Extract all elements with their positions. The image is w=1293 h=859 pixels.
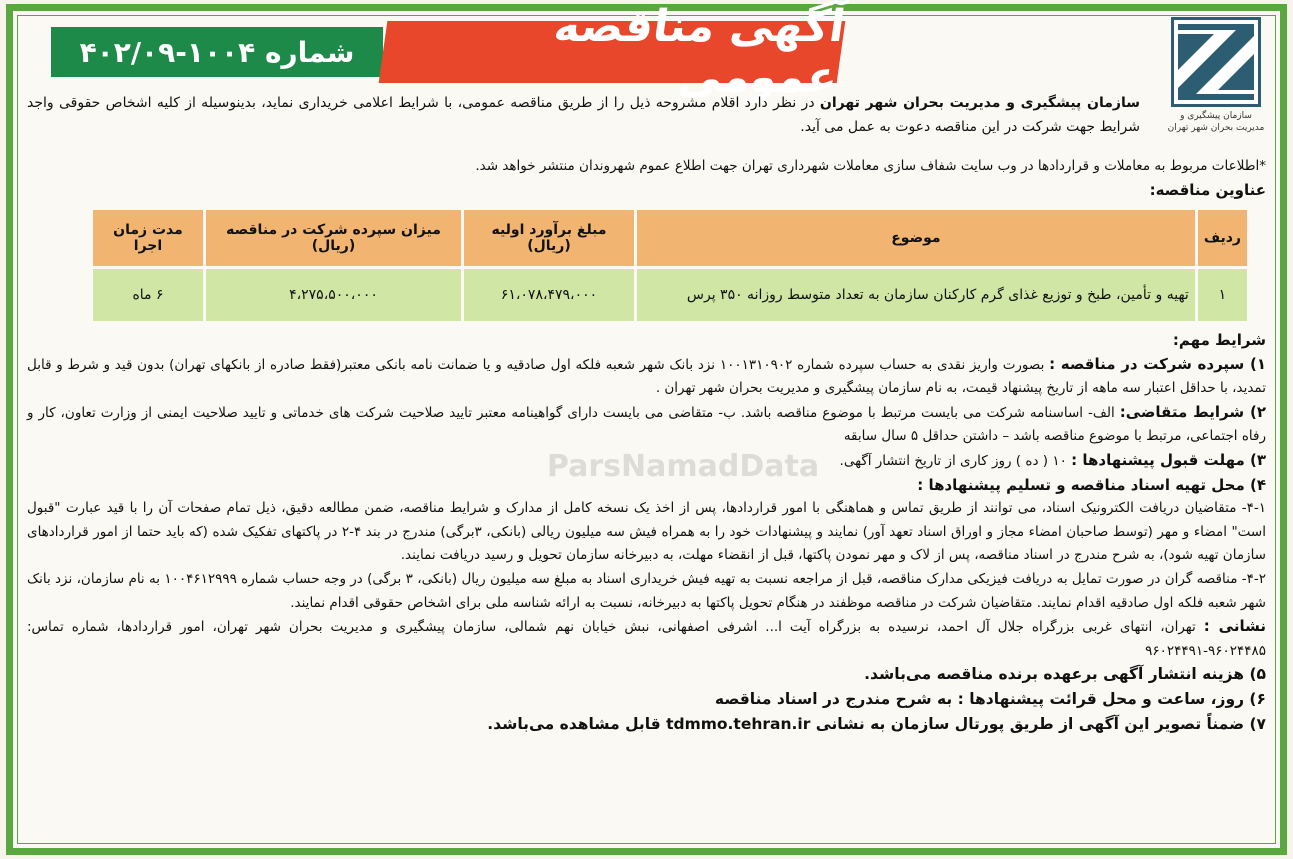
condition-4-2: ۴-۲- مناقصه گران در صورت تمایل به دریافت فیزیکی مدارک مناقصه، قبل از مراجعه نسبت به تهیه فیش خریداری اسناد به مبلغ سه میلیون ریال (بانکی، ۳ برگی) در وجه حساب شماره ۱۰۰۴۶۱۲۹۹۹ به نام سازمان، نزد بانک شهر شعبه فلکه اول صادقیه اقدام نمایند. متقاضیان شرکت در مناقصه موظفند در هنگام تحویل پاکتها به دبیرخانه، نسبت به ارائه شناسه ملی برای اشخاص حقوقی اقدام نمایند.	[27, 570, 1266, 611]
condition-4-1: ۴-۱- متقاضیان دریافت الکترونیک اسناد، می توانند از طریق تماس و هماهنگی با امور قراردادها، پس از اخذ یک نسخه کامل از مدارک و شرایط مناقصه، ضمن مطالعه دقیق، ذیل تمام صفحات آن را با قید عبارت "قبول است" امضاء و مهر (توسط صاحبان امضاء مجاز و اوراق اسناد تعهد آور) نمایند و پیشنهادات خود را به همراه فیش سه میلیون ریالی (بانکی، ۳برگی) مندرج در بند ۴-۲ در پاکتهای تفکیک شده (که باید حتما از امور قراردادهای سازمان تهیه شود)، به شرح مندرج در اسناد مناقصه، پس از لاک و مهر نمودن پاکتها، قبل از انقضاء مهلت، به دبیرخانه سازمان تحویل و رسید دریافت نمایند.	[27, 500, 1266, 564]
condition-3-head: ۳) مهلت قبول پیشنهادها :	[1071, 450, 1266, 469]
condition-2	[27, 401, 1266, 449]
condition-2-text: الف- اساسنامه شرکت می بایست مرتبط با موضوع مناقصه باشد. ب- متقاضی می بایست دارای گواهینامه معتبر تایید صلاحیت شرکت های خدماتی و تایید صلاحیت ایمنی از وزارت تعاون، کار و رفاه اجتماعی، مرتبط با موضوع مناقصه باشد – داشتن حداقل ۵ سال سابقه	[27, 404, 1266, 445]
col-estimate: مبلغ برآورد اولیه (ریال)	[464, 210, 634, 266]
condition-4-head: ۴) محل تهیه اسناد مناقصه و تسلیم پیشنهادها :	[917, 475, 1266, 494]
address-text: تهران، انتهای غربی بزرگراه جلال آل احمد، نرسیده به بزرگراه آیت ا... اشرفی اصفهانی، نبش خیابان نهم شمالی، سازمان پیشگیری و مدیریت بحران شهر تهران، امور قراردادها، شماره تماس: ۹۶۰۲۴۴۸۵-۹۶۰۲۴۴۹۱	[27, 619, 1266, 659]
table-row	[93, 269, 1247, 321]
title-banner	[51, 1, 849, 103]
condition-7	[27, 713, 1266, 738]
condition-3	[27, 449, 1266, 474]
org-logo	[1164, 17, 1268, 143]
transparency-note: *اطلاعات مربوط به معاملات و قراردادها در وب سایت شفاف سازی معاملات شهرداری تهران جهت اطلاع عموم شهروندان منتشر خواهد شد.	[475, 158, 1266, 174]
condition-1	[27, 353, 1266, 401]
intro-text: در نظر دارد اقلام مشروحه ذیل را از طریق مناقصه عمومی، با شرایط اعلامی خریداری نماید، بدینوسیله از کلیه اشخاص حقوقی واجد شرایط جهت شرکت در این مناقصه دعوت به عمل می آید.	[27, 95, 1140, 135]
banner-title: آگهی مناقصه عمومی	[379, 21, 846, 83]
watermark: ParsNamadData	[546, 449, 820, 484]
cell-subject: تهیه و تأمین، طبخ و توزیع غذای گرم کارکنان سازمان به تعداد متوسط روزانه ۳۵۰ پرس	[637, 269, 1195, 321]
condition-1-head: ۱) سپرده شرکت در مناقصه :	[1049, 354, 1266, 373]
condition-3-text: ۱۰ ( ده ) روز کاری از تاریخ انتشار آگهی.	[839, 452, 1072, 469]
condition-1-text: بصورت واریز نقدی به حساب سپرده شماره ۱۰۰۱۳۱۰۹۰۲ نزد بانک شهر شعبه فلکه اول صادقیه و یا ضمانت نامه بانکی معتبر(فقط صادره از بانکهای تهران) بدون قید و شرط و قابل تمدید، با حداقل اعتبار سه ماهه از تاریخ پیشنهاد قیمت، به نام سازمان پیشگیری و مدیریت بحران شهر تهران .	[27, 356, 1266, 397]
cell-row-number: ۱	[1198, 269, 1247, 321]
logo-caption	[1164, 110, 1268, 134]
banner-number: شماره ۱۰۰۴-۴۰۲/۰۹	[51, 27, 383, 77]
logo-caption-line1: سازمان پیشگیری و	[1180, 111, 1252, 121]
section-title: عناوین مناقصه:	[1149, 181, 1266, 199]
col-duration: مدت زمان اجرا	[93, 210, 203, 266]
page-frame	[6, 1, 1287, 855]
conditions-title: شرایط مهم:	[1172, 331, 1266, 349]
intro-org: سازمان پیشگیری و مدیریت بحران شهر تهران	[819, 95, 1141, 111]
col-subject: موضوع	[637, 210, 1195, 266]
condition-6-text: ۶) روز، ساعت و محل قرائت پیشنهادها : به شرح مندرج در اسناد مناقصه	[714, 689, 1266, 708]
cell-deposit: ۴،۲۷۵،۵۰۰،۰۰۰	[206, 269, 461, 321]
condition-7-text: ۷) ضمناً تصویر این آگهی از طریق پورتال سازمان به نشانی tdmmo.tehran.ir قابل مشاهده می‌باشد.	[487, 714, 1266, 733]
condition-2-head: ۲) شرایط متقاضی:	[1119, 402, 1266, 421]
condition-6	[27, 688, 1266, 713]
condition-5-text: ۵) هزینه انتشار آگهی برعهده برنده مناقصه می‌باشد.	[864, 665, 1266, 684]
table-header-row	[93, 210, 1247, 266]
conditions-section	[27, 329, 1266, 737]
logo-caption-line2: مدیریت بحران شهر تهران	[1167, 123, 1265, 133]
intro-paragraph	[27, 91, 1140, 139]
cell-estimate: ۶۱،۰۷۸،۴۷۹،۰۰۰	[464, 269, 634, 321]
condition-5	[27, 663, 1266, 688]
tender-table	[90, 207, 1250, 324]
col-deposit: میزان سپرده شرکت در مناقصه (ریال)	[206, 210, 461, 266]
logo-icon	[1171, 17, 1261, 107]
col-row-number: ردیف	[1198, 210, 1247, 266]
cell-duration: ۶ ماه	[93, 269, 203, 321]
address	[27, 615, 1266, 663]
address-head: نشانی :	[1203, 617, 1267, 636]
